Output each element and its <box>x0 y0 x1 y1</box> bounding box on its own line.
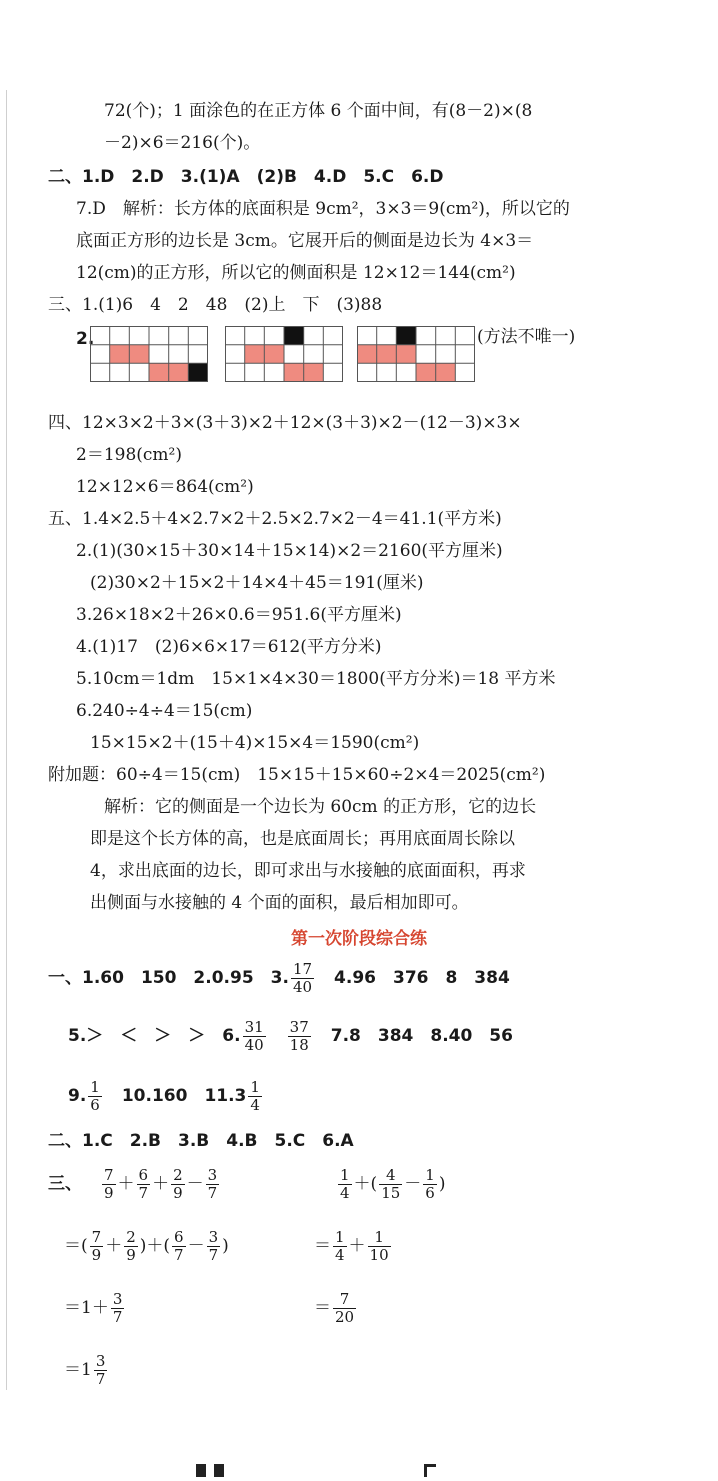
calc-left-3: ＝1＋ $\frac{3}{7}$ <box>64 1290 123 1326</box>
answer-label: 2. <box>76 329 95 349</box>
page-footer-marks <box>0 1462 718 1477</box>
grid-figure-2 <box>225 326 343 382</box>
fraction: $\frac{1}{4}$ <box>250 1078 260 1114</box>
calc-left-2: ＝( $\frac{7}{9}$ ＋ $\frac{2}{9}$ )＋( $\frac{6}{7}$ － $\frac{3}{7}$ ) <box>64 1228 229 1264</box>
text-line: 2＝198(cm²) <box>76 445 182 465</box>
text-line: －2)×6＝216(个)。 <box>104 133 261 153</box>
text-line: 4.(1)17 (2)6×6×17＝612(平方分米) <box>76 637 382 657</box>
margin-line <box>6 90 7 1390</box>
fraction: $\frac{1}{6}$ <box>90 1078 100 1114</box>
fraction: $\frac{17}{40}$ <box>292 960 313 996</box>
calc-right-3: ＝ $\frac{7}{20}$ <box>314 1290 355 1326</box>
text-line: 四、12×3×2＋3×(3＋3)×2＋12×(3＋3)×2－(12－3)×3× <box>48 413 522 433</box>
section-title: 第一次阶段综合练 <box>291 929 427 949</box>
text-line: 72(个)；1 面涂色的在正方体 6 个面中间，有(8－2)×(8 <box>104 101 533 121</box>
text-line: 底面正方形的边长是 3cm。它展开后的侧面是边长为 4×3＝ <box>76 231 534 251</box>
method-note: (方法不唯一) <box>477 327 576 347</box>
text-line: 五、1.4×2.5＋4×2.7×2＋2.5×2.7×2－4＝41.1(平方米) <box>48 509 502 529</box>
text-line: 6.240÷4÷4＝15(cm) <box>76 701 253 721</box>
text-line: 2.(1)(30×15＋30×14＋15×14)×2＝2160(平方厘米) <box>76 541 503 561</box>
answer-row: 5.＞ ＜ ＞ ＞ 6. $\frac{31}{40}$ $\frac{37}{18}$ 7.8 384 8.40 56 <box>68 1018 513 1054</box>
fraction: $\frac{37}{18}$ <box>289 1018 309 1054</box>
text-line: 15×15×2＋(15＋4)×15×4＝1590(cm²) <box>90 733 420 753</box>
calc-left-4: ＝1 $\frac{3}{7}$ <box>64 1352 106 1388</box>
answer-row: 9. $\frac{1}{6}$ 10.160 11.3 $\frac{1}{4}$ <box>68 1078 260 1114</box>
text-line: 5.10cm＝1dm 15×1×4×30＝1800(平方分米)＝18 平方米 <box>76 669 556 689</box>
text-line: 出侧面与水接触的 4 个面的面积，最后相加即可。 <box>90 893 469 913</box>
answer-row: 一、1.60 150 2.0.95 3. $\frac{17}{40}$ 4.96 376 8 384 <box>48 960 510 996</box>
text-line: 12(cm)的正方形，所以它的侧面积是 12×12＝144(cm²) <box>76 263 516 283</box>
text-line: (2)30×2＋15×2＋14×4＋45＝191(厘米) <box>90 573 424 593</box>
calc-right-1: $\frac{1}{4}$ ＋( $\frac{4}{15}$ － $\frac{1}{6}$ ) <box>340 1166 446 1202</box>
text-line: 7.D 解析：长方体的底面积是 9cm²，3×3＝9(cm²)，所以它的 <box>76 199 570 219</box>
fraction: $\frac{31}{40}$ <box>244 1018 264 1054</box>
text-line: 解析：它的侧面是一个边长为 60cm 的正方形，它的边长 <box>104 797 537 817</box>
grid-figure-3 <box>357 326 475 382</box>
text-line: 4，求出底面的边长，即可求出与水接触的底面面积，再求 <box>90 861 526 881</box>
calc-right-2: ＝ $\frac{1}{4}$ ＋ $\frac{1}{10}$ <box>314 1228 389 1264</box>
text-line: 即是这个长方体的高，也是底面周长；再用底面周长除以 <box>90 829 515 849</box>
answer-row: 二、1.C 2.B 3.B 4.B 5.C 6.A <box>48 1131 354 1151</box>
answer-row: 三、1.(1)6 4 2 48 (2)上 下 (3)88 <box>48 295 383 315</box>
text-line: 3.26×18×2＋26×0.6＝951.6(平方厘米) <box>76 605 402 625</box>
grid-figure-1 <box>90 326 208 382</box>
calc-left-1: 三、 $\frac{7}{9}$ ＋ $\frac{6}{7}$ ＋ $\frac{2}{9}$ － $\frac{3}{7}$ <box>48 1166 218 1202</box>
answer-row: 二、1.D 2.D 3.(1)A (2)B 4.D 5.C 6.D <box>48 167 444 187</box>
text-line: 12×12×6＝864(cm²) <box>76 477 254 497</box>
text-line: 附加题：60÷4＝15(cm) 15×15＋15×60÷2×4＝2025(cm²) <box>48 765 546 785</box>
